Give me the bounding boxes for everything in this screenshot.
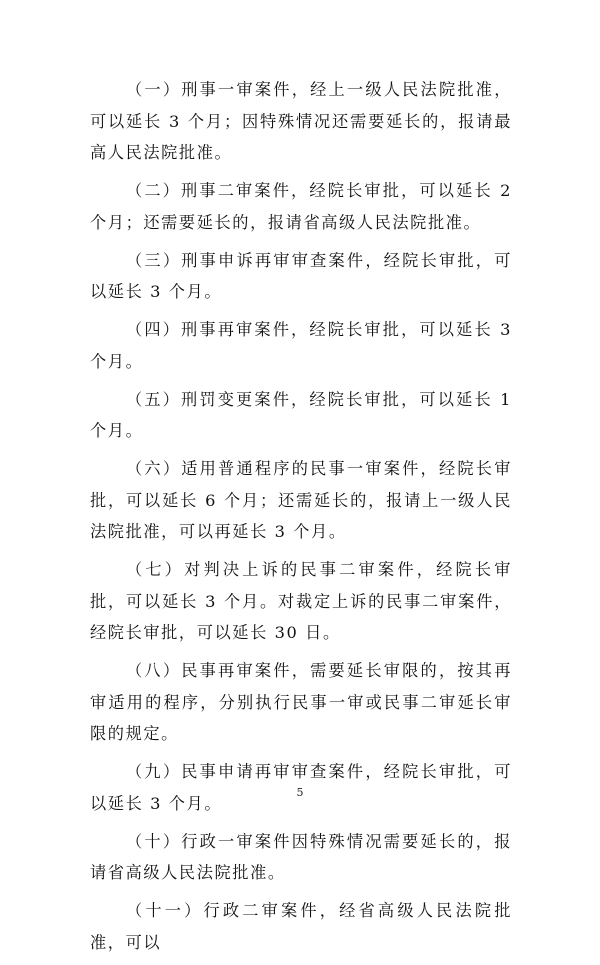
paragraph-1: （一）刑事一审案件，经上一级人民法院批准，可以延长 3 个月；因特殊情况还需要延长的，报请最高人民法院批准。 — [90, 80, 512, 162]
paragraph-5: （五）刑罚变更案件，经院长审批，可以延长 1 个月。 — [90, 389, 512, 440]
paragraph-10: （十）行政一审案件因特殊情况需要延长的，报请省高级人民法院批准。 — [90, 831, 512, 882]
paragraph-11: （十一）行政二审案件，经省高级人民法院批准，可以 — [90, 901, 512, 952]
paragraph-9: （九）民事申请再审审查案件，经院长审批，可以延长 3 个月。 — [90, 762, 512, 813]
paragraph-8: （八）民事再审案件，需要延长审限的，按其再审适用的程序，分别执行民事一审或民事二审延长审限的规定。 — [90, 661, 512, 743]
paragraph-2: （二）刑事二审案件，经院长审批，可以延长 2 个月；还需要延长的，报请省高级人民法院批准。 — [90, 181, 512, 232]
paragraph-3: （三）刑事申诉再审审查案件，经院长审批，可以延长 3 个月。 — [90, 250, 512, 301]
document-body — [90, 74, 512, 965]
paragraph-6: （六）适用普通程序的民事一审案件，经院长审批，可以延长 6 个月；还需延长的，报请上一级人民法院批准，可以再延长 3 个月。 — [90, 459, 512, 541]
paragraph-4: （四）刑事再审案件，经院长审批，可以延长 3 个月。 — [90, 320, 512, 371]
page-number: 5 — [296, 786, 304, 799]
paragraph-7: （七）对判决上诉的民事二审案件，经院长审批，可以延长 3 个月。对裁定上诉的民事二审案件，经院长审批，可以延长 30 日。 — [90, 560, 512, 642]
